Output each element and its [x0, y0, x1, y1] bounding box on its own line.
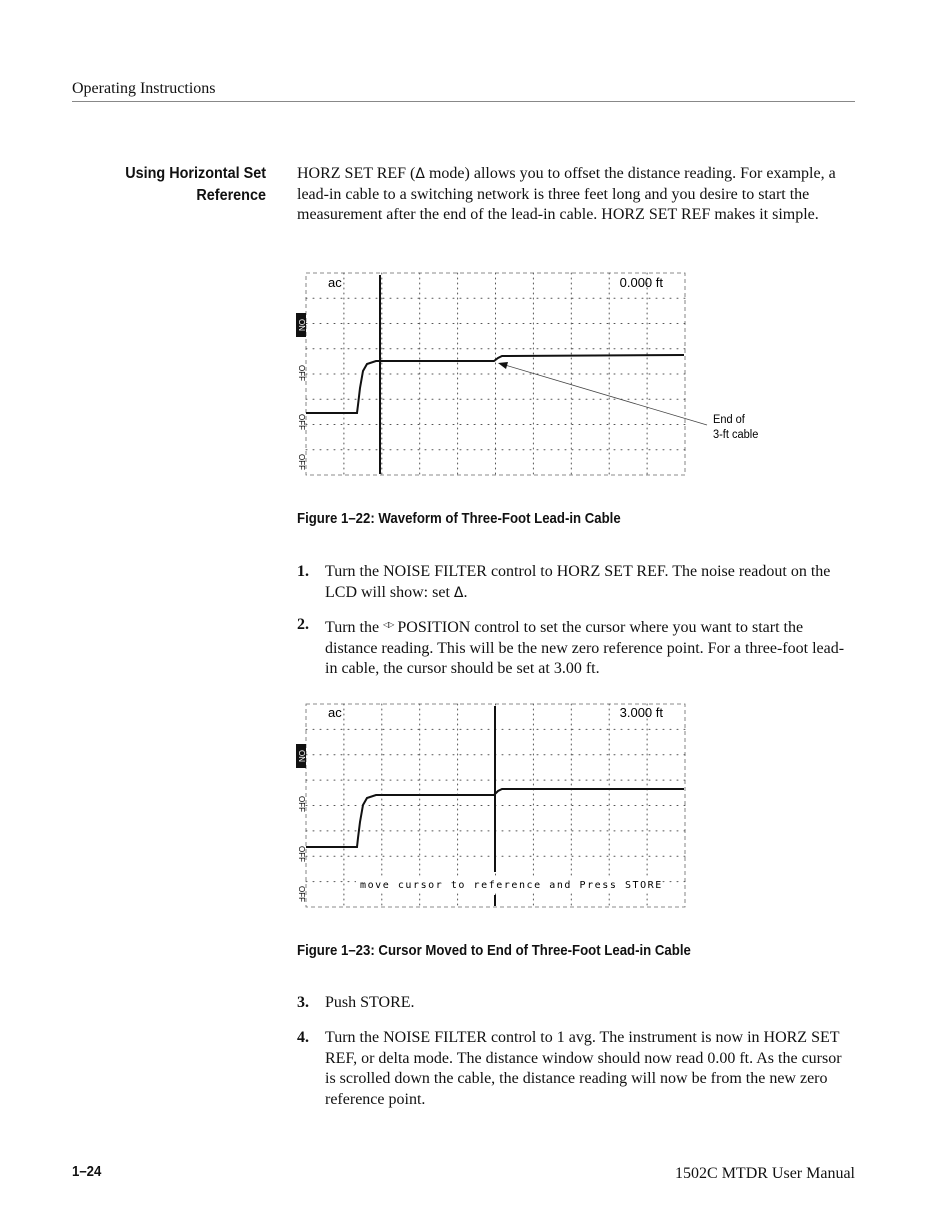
intro-text-part2: mode) allows you to offset the distance reading. For example, a lead-in cable to a switching network is three feet long and you desire to start the measurement after the end of the lead-in cable. HORZ SET REF makes it simple.	[297, 165, 836, 223]
step-1-text: Turn the NOISE FILTER control to HORZ SET REF. The noise readout on the LCD will show: set Δ.	[325, 563, 831, 601]
step-2	[297, 615, 852, 680]
figure2-screen-message: move cursor to reference and Press STORE	[360, 880, 663, 891]
section-heading-line1: Using Horizontal Set	[125, 165, 266, 182]
figure2-side-label-off-3: OFF	[296, 886, 306, 902]
position-arrows-icon: ◁▷	[383, 620, 394, 629]
figure2-mode-label: ac	[328, 705, 342, 720]
section-heading	[86, 163, 266, 207]
step-4	[297, 1028, 852, 1110]
figure1-side-label-on: ON	[296, 319, 306, 331]
step-1	[297, 562, 852, 603]
waveform-figure-2	[294, 699, 774, 911]
figure2-distance-readout: 3.000 ft	[619, 705, 663, 720]
figure2-side-label-on: ON	[296, 750, 306, 762]
figure1-distance-readout: 0.000 ft	[619, 275, 663, 290]
step-4-number: 4.	[297, 1029, 309, 1046]
delta-symbol: Δ	[415, 166, 425, 182]
running-head: Operating Instructions	[72, 80, 216, 97]
figure1-annotation-line1: End of	[713, 413, 745, 427]
step-2-text: Turn the ◁▷ POSITION control to set the cursor where you want to start the distance reading. This will be the new zero reference point. For a three-foot lead-in cable, the cursor should be set at 3.00 ft.	[325, 619, 845, 677]
step-3-text: Push STORE.	[325, 994, 415, 1011]
figure1-side-label-off-3: OFF	[296, 454, 306, 470]
figure2-side-labels	[296, 744, 306, 902]
intro-paragraph	[297, 164, 852, 226]
figure1-annotation-arrowhead	[498, 362, 508, 369]
figure1-side-label-off-2: OFF	[296, 414, 306, 430]
delta-symbol: Δ	[453, 584, 464, 601]
figure1-side-label-off-1: OFF	[296, 365, 306, 381]
step-1-number: 1.	[297, 563, 309, 580]
step-2-number: 2.	[297, 616, 309, 633]
waveform-figure-1	[294, 268, 774, 478]
section-heading-line2: Reference	[196, 187, 266, 204]
figure1-mode-label: ac	[328, 275, 342, 290]
intro-text-part1: HORZ SET REF (	[297, 165, 416, 182]
figure1-caption: Figure 1–22: Waveform of Three-Foot Lead-in Cable	[297, 510, 621, 527]
manual-title: 1502C MTDR User Manual	[675, 1165, 855, 1182]
page-number: 1–24	[72, 1163, 102, 1180]
figure2-caption: Figure 1–23: Cursor Moved to End of Three-Foot Lead-in Cable	[297, 942, 691, 959]
header-rule	[72, 101, 855, 102]
step-4-text: Turn the NOISE FILTER control to 1 avg. The instrument is now in HORZ SET REF, or delta mode. The distance window should now read 0.00 ft. As the cursor is scrolled down the cable, the distance reading will now be from the new zero reference point.	[325, 1029, 842, 1108]
figure2-side-label-off-1: OFF	[296, 796, 306, 812]
figure1-side-labels	[296, 313, 306, 470]
step-3-number: 3.	[297, 994, 309, 1011]
step-3	[297, 993, 852, 1014]
figure2-side-label-off-2: OFF	[296, 846, 306, 862]
figure1-annotation-line2: 3-ft cable	[713, 428, 759, 442]
